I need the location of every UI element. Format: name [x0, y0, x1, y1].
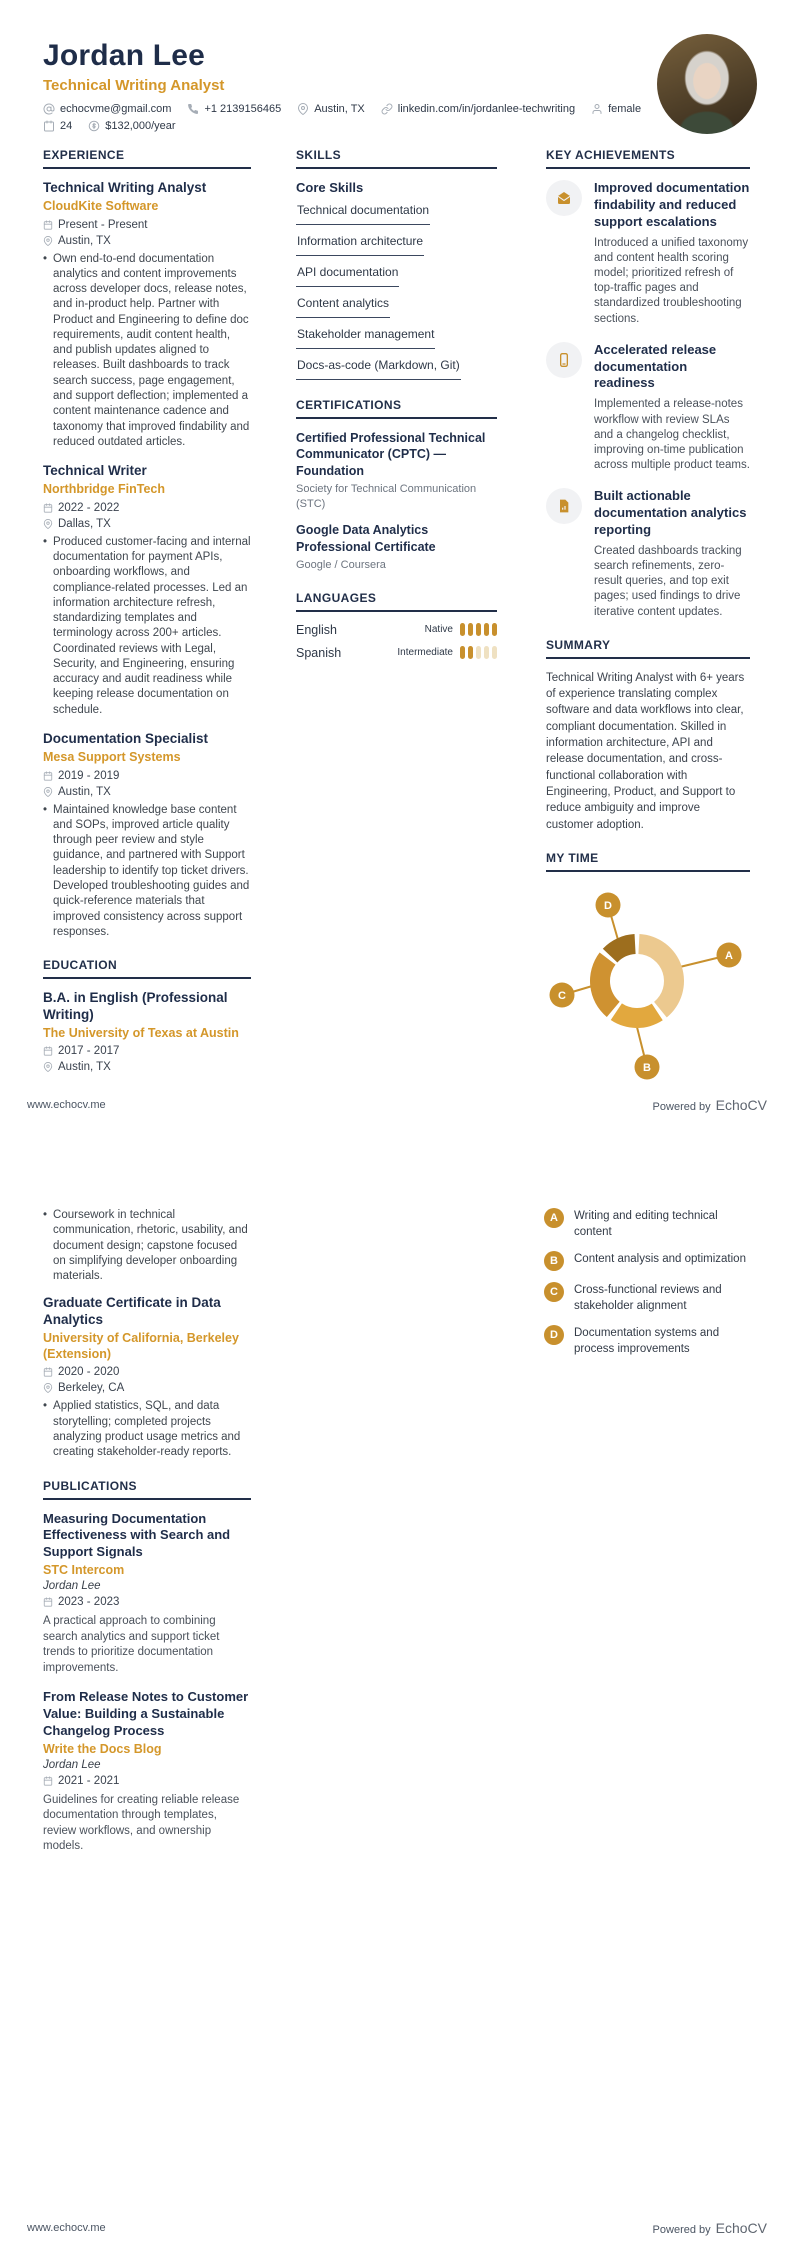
entry-location	[43, 1382, 251, 1394]
bullet-dot: •	[43, 1400, 48, 1413]
language-level-bars	[460, 623, 497, 636]
calendar-icon	[43, 120, 55, 132]
achievement-title: Accelerated release documentation readiness	[594, 341, 717, 391]
entry-dates-text: Present - Present	[58, 218, 148, 231]
summary-section	[546, 638, 750, 833]
contact-age-text: 24	[60, 119, 73, 132]
contact-phone-text: +1 2139156465	[204, 102, 282, 115]
skills-group-title: Core Skills	[296, 180, 364, 195]
avatar-photo	[657, 34, 757, 134]
entry-dates-text: 2022 - 2022	[58, 501, 120, 514]
entry-dates-text: 2019 - 2019	[58, 769, 120, 782]
publication-dates	[43, 1775, 251, 1787]
legend-label: Documentation systems and process improvements	[574, 1327, 720, 1355]
entry-bullet	[43, 535, 251, 718]
achievement-item	[546, 180, 750, 327]
publication-entry	[43, 1689, 251, 1855]
svg-text:C: C	[558, 990, 566, 1003]
achievement-icon-circle	[546, 180, 582, 216]
education-section-continued	[43, 1208, 251, 1461]
language-name: Spanish	[296, 645, 342, 660]
my-time-legend	[544, 1208, 756, 1357]
bullet-dot: •	[43, 1209, 48, 1221]
skill-item: Stakeholder management	[296, 323, 435, 349]
svg-text:A: A	[725, 950, 733, 963]
key-achievements-section	[546, 148, 750, 620]
entry-location-text: Austin, TX	[58, 1061, 111, 1074]
education-section	[43, 958, 251, 1073]
level-bar	[476, 646, 481, 659]
svg-text:D: D	[604, 900, 612, 913]
legend-bubble-a: A	[544, 1208, 564, 1228]
achievement-desc: Created dashboards tracking search refinements, zero-result queries, and top exit pages; used findings to drive iterative content updates.	[594, 544, 742, 618]
experience-entry	[43, 463, 251, 718]
achievement-desc: Introduced a unified taxonomy and content health scoring model; prioritized refresh of top-traffic pages and standardized troubleshooting sections.	[594, 236, 749, 325]
bullet-text: Produced customer-facing and internal documentation for payment APIs, onboarding workflows, and compliance-related processes. Led an information architecture refresh, standardizing templates and terminology across 200+ articles. Coordinated reviews with Legal, Security, and Engineering, ensuring accuracy and audit readiness while keeping release documentation on schedule.	[53, 535, 251, 716]
language-row	[296, 646, 497, 660]
experience-entry	[43, 180, 251, 450]
left-column	[43, 148, 251, 1091]
certification-issuer: Google / Coursera	[296, 558, 386, 571]
bullet-dot: •	[43, 535, 48, 548]
publication-title: From Release Notes to Customer Value: Building a Sustainable Changelog Process	[43, 1689, 249, 1739]
entry-role: Documentation Specialist	[43, 731, 209, 747]
site-link[interactable]: www.echocv.me	[27, 1099, 106, 1111]
calendar-icon	[43, 771, 53, 781]
left-column	[43, 1208, 251, 1873]
publication-title: Measuring Documentation Effectiveness with Search and Support Signals	[43, 1510, 231, 1560]
legend-item	[544, 1325, 756, 1357]
certification-name: Google Data Analytics Professional Certificate	[296, 523, 436, 554]
language-level-label: Intermediate	[397, 647, 453, 659]
entry-dates	[43, 1045, 251, 1057]
entry-location	[43, 235, 251, 247]
legend-label: Cross-functional reviews and stakeholder alignment	[574, 1284, 722, 1312]
contact-phone	[187, 103, 281, 115]
achievement-icon-circle	[546, 342, 582, 378]
entry-school: University of California, Berkeley (Extension)	[43, 1331, 239, 1361]
powered-by-text: Powered by	[652, 1101, 711, 1113]
skill-item: Information architecture	[296, 230, 424, 256]
middle-column	[296, 148, 497, 678]
smartphone-icon	[556, 352, 572, 368]
experience-section	[43, 148, 251, 940]
skills-section	[296, 148, 497, 380]
entry-location	[43, 518, 251, 530]
my-time-heading: MY TIME	[546, 851, 750, 872]
map-pin-icon	[297, 103, 309, 115]
dollar-icon	[88, 120, 100, 132]
resume-header	[43, 40, 643, 132]
experience-heading: EXPERIENCE	[43, 148, 251, 169]
bullet-text: Own end-to-end documentation analytics and content improvements across developer docs, release notes, and in-product help. Partner with Product and Engineering to define doc requirements, audit content health, and publish updates aligned to releases. Built dashboards to track search success, page engagement, and support deflection; implemented a content maintenance cadence and taxonomy that improved findability and reduced outdated articles.	[53, 252, 250, 448]
publication-dates	[43, 1596, 251, 1608]
achievement-item	[546, 488, 750, 620]
publications-heading: PUBLICATIONS	[43, 1479, 251, 1500]
level-bar	[492, 646, 497, 659]
page-footer	[27, 2220, 767, 2236]
open-mail-icon	[556, 190, 572, 206]
publication-source: Write the Docs Blog	[43, 1741, 162, 1756]
link-icon	[381, 103, 393, 115]
certification-issuer: Society for Technical Communication (STC)	[296, 482, 477, 510]
level-bar	[484, 646, 489, 659]
entry-location-text: Austin, TX	[58, 785, 111, 798]
right-column	[544, 1208, 756, 1368]
achievement-title: Improved documentation findability and reduced support escalations	[594, 180, 750, 229]
entry-company: CloudKite Software	[43, 198, 159, 213]
person-icon	[591, 103, 603, 115]
experience-entry	[43, 731, 251, 940]
skill-item: Docs-as-code (Markdown, Git)	[296, 354, 461, 380]
publications-section	[43, 1479, 251, 1855]
level-bar	[468, 623, 473, 636]
entry-role: Technical Writing Analyst	[43, 180, 207, 195]
summary-heading: SUMMARY	[546, 638, 750, 659]
certification-name: Certified Professional Technical Communicator (CPTC) — Foundation	[296, 431, 486, 478]
certifications-heading: CERTIFICATIONS	[296, 398, 497, 419]
level-bar	[476, 623, 481, 636]
bullet-text: Maintained knowledge base content and SOPs, improved article quality through peer review and style guidance, and partnered with Support leadership to identify top ticket drivers. Developed troubleshooting guides and quick-reference materials that improved consistency across support responses.	[53, 803, 250, 938]
calendar-icon	[43, 1046, 53, 1056]
contact-age	[43, 120, 72, 132]
contact-linkedin[interactable]	[381, 103, 575, 115]
summary-text: Technical Writing Analyst with 6+ years of experience translating complex software and data workflows into clear, compliant documentation. Skilled in information architecture, API and release documentation, and cross-functional collaboration with Engineering, Product, and Support to reduce ambiguity and improve customer adoption.	[546, 671, 745, 831]
achievement-desc: Implemented a release-notes workflow with review SLAs and a changelog checklist, improving on-time publication across multiple product teams.	[594, 398, 750, 472]
entry-dates	[43, 1366, 251, 1378]
key-achievements-heading: KEY ACHIEVEMENTS	[546, 148, 750, 169]
bullet-text: Coursework in technical communication, rhetoric, usability, and document design; capstone focused on simplifying developer onboarding materials.	[53, 1209, 248, 1283]
language-name: English	[296, 622, 337, 637]
level-bar	[484, 623, 489, 636]
skill-item: API documentation	[296, 261, 399, 287]
skill-item: Technical documentation	[296, 199, 430, 225]
entry-dates	[43, 502, 251, 514]
language-level-bars	[460, 646, 497, 659]
calendar-icon	[43, 220, 53, 230]
phone-icon	[187, 103, 199, 115]
contact-linkedin-text: linkedin.com/in/jordanlee-techwriting	[397, 102, 576, 115]
entry-degree: B.A. in English (Professional Writing)	[43, 990, 228, 1022]
echocv-brand: EchoCV	[715, 2220, 767, 2236]
person-name: Jordan Lee	[43, 39, 206, 72]
language-level	[425, 623, 497, 636]
entry-location-text: Dallas, TX	[58, 517, 111, 530]
level-bar	[492, 623, 497, 636]
entry-location	[43, 786, 251, 798]
contact-location	[297, 103, 365, 115]
contact-gender	[591, 103, 641, 115]
education-entry	[43, 1295, 251, 1460]
achievement-title: Built actionable documentation analytics reporting	[594, 488, 747, 538]
contact-salary	[88, 120, 175, 132]
publication-author: Jordan Lee	[43, 1758, 101, 1771]
languages-heading: LANGUAGES	[296, 591, 497, 612]
publication-dates-text: 2021 - 2021	[58, 1774, 120, 1787]
powered-by-text: Powered by	[652, 2224, 711, 2236]
entry-bullet	[43, 252, 251, 451]
publication-desc: A practical approach to combining search analytics and support ticket trends to prioritize documentation improvements.	[43, 1615, 220, 1674]
person-job-title: Technical Writing Analyst	[43, 76, 225, 94]
level-bar	[460, 623, 465, 636]
entry-school: The University of Texas at Austin	[43, 1025, 239, 1040]
publication-dates-text: 2023 - 2023	[58, 1596, 120, 1609]
svg-text:B: B	[643, 1062, 651, 1075]
calendar-icon	[43, 1776, 53, 1786]
legend-item	[544, 1251, 756, 1271]
echocv-brand: EchoCV	[715, 1097, 767, 1113]
certifications-section	[296, 398, 497, 573]
legend-bubble-b: B	[544, 1251, 564, 1271]
publication-source: STC Intercom	[43, 1563, 125, 1578]
map-pin-icon	[43, 787, 53, 797]
entry-bullet	[43, 1208, 251, 1284]
contact-salary-text: $132,000/year	[105, 119, 176, 132]
page-footer	[27, 1097, 767, 1113]
legend-bubble-d: D	[544, 1325, 564, 1345]
map-pin-icon	[43, 1062, 53, 1072]
entry-degree: Graduate Certificate in Data Analytics	[43, 1295, 221, 1328]
powered-by	[653, 1097, 767, 1113]
legend-label: Content analysis and optimization	[574, 1253, 746, 1266]
file-chart-icon	[556, 498, 572, 514]
legend-label: Writing and editing technical content	[574, 1210, 718, 1238]
skills-heading: SKILLS	[296, 148, 497, 169]
education-heading: EDUCATION	[43, 958, 251, 979]
site-link[interactable]: www.echocv.me	[27, 2222, 106, 2234]
achievement-item	[546, 342, 750, 474]
powered-by	[653, 2220, 767, 2236]
map-pin-icon	[43, 519, 53, 529]
level-bar	[468, 646, 473, 659]
page-2	[0, 1123, 794, 2246]
my-time-section	[546, 851, 750, 1091]
bullet-dot: •	[43, 252, 48, 265]
calendar-icon	[43, 503, 53, 513]
map-pin-icon	[43, 236, 53, 246]
legend-bubble-c: C	[544, 1282, 564, 1302]
at-icon	[43, 103, 55, 115]
my-time-donut-chart	[546, 883, 750, 1091]
language-level-label: Native	[424, 624, 453, 636]
skill-item: Content analytics	[296, 292, 390, 318]
contact-gender-text: female	[608, 102, 642, 115]
publication-desc: Guidelines for creating reliable release documentation through templates, review workflows, and ownership models.	[43, 1793, 240, 1853]
level-bar	[460, 646, 465, 659]
legend-item	[544, 1208, 756, 1240]
achievement-body	[594, 342, 750, 474]
achievement-icon-circle	[546, 488, 582, 524]
entry-dates-text: 2017 - 2017	[58, 1045, 120, 1058]
entry-dates-text: 2020 - 2020	[58, 1366, 120, 1379]
languages-section	[296, 591, 497, 660]
entry-dates	[43, 770, 251, 782]
publication-entry	[43, 1511, 251, 1677]
entry-company: Mesa Support Systems	[43, 749, 181, 764]
education-entry	[43, 990, 251, 1073]
entry-location	[43, 1061, 251, 1073]
entry-location-text: Berkeley, CA	[58, 1382, 125, 1395]
entry-dates	[43, 219, 251, 231]
entry-location-text: Austin, TX	[58, 234, 111, 247]
language-level	[397, 646, 497, 659]
legend-item	[544, 1282, 756, 1314]
publication-author: Jordan Lee	[43, 1580, 101, 1593]
achievement-body	[594, 180, 750, 327]
right-column	[546, 148, 750, 1109]
entry-bullet	[43, 1399, 251, 1460]
language-row	[296, 623, 497, 637]
contact-row	[43, 103, 643, 132]
bullet-text: Applied statistics, SQL, and data storytelling; completed projects analyzing product usage metrics and creating stakeholder-ready reports.	[53, 1400, 241, 1459]
map-pin-icon	[43, 1383, 53, 1393]
calendar-icon	[43, 1367, 53, 1377]
contact-email-text: echocvme@gmail.com	[60, 102, 172, 115]
calendar-icon	[43, 1597, 53, 1607]
contact-email[interactable]	[43, 103, 171, 115]
entry-company: Northbridge FinTech	[43, 482, 165, 497]
entry-role: Technical Writer	[43, 463, 147, 479]
contact-location-text: Austin, TX	[314, 102, 365, 115]
bullet-dot: •	[43, 803, 48, 816]
achievement-body	[594, 488, 750, 620]
entry-bullet	[43, 803, 251, 941]
